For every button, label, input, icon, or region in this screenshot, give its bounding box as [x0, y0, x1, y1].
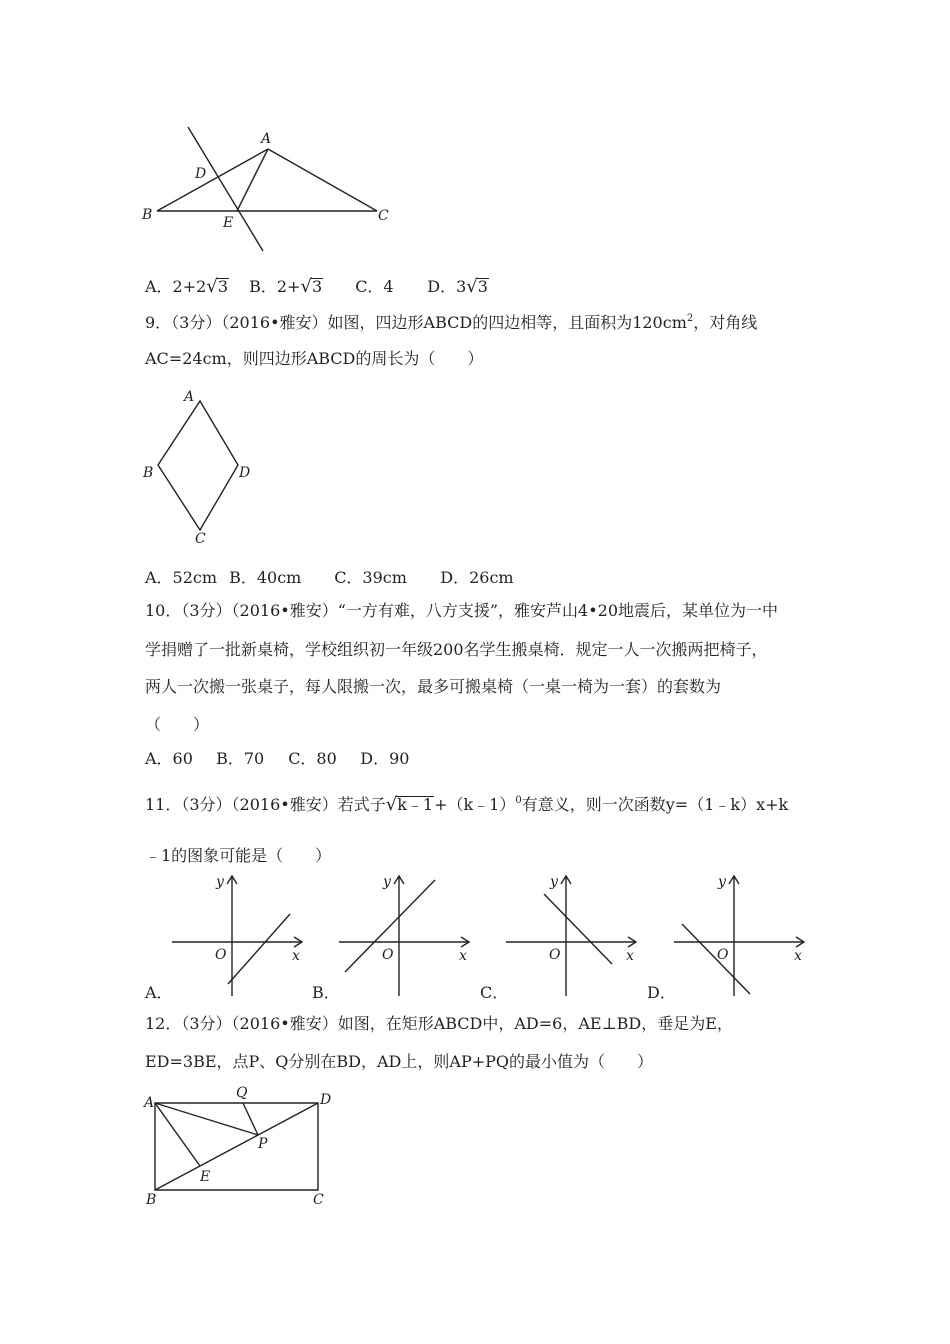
graph-option-a[interactable] [168, 872, 308, 1000]
axis-x-label: x [626, 948, 634, 964]
graph-option-c[interactable] [502, 872, 642, 1000]
axis-x-label: x [292, 948, 300, 964]
q11-option-b[interactable]: B． [312, 983, 340, 1002]
label-e: E [223, 215, 234, 231]
label-d: D [239, 465, 251, 481]
axis-y-label: y [718, 874, 726, 890]
origin-label: O [382, 947, 394, 963]
axis-y-label: y [550, 874, 558, 890]
q11-option-a[interactable]: A． [145, 983, 173, 1002]
label-c: C [313, 1192, 324, 1208]
origin-label: O [215, 947, 227, 963]
q11-stem-line2: ﹣1的图象可能是（ ） [145, 846, 332, 865]
rhombus-figure-q9 [140, 385, 260, 550]
label-e: E [200, 1169, 211, 1185]
radical-icon: √ [385, 794, 398, 815]
label-c: C [195, 531, 206, 547]
rectangle-figure-q12 [140, 1080, 340, 1210]
q10-option-c[interactable]: C．80 [288, 749, 337, 768]
label-b: B [143, 465, 154, 481]
q12-stem-line2: ED=3BE，点P、Q分别在BD，AD上，则AP+PQ的最小值为（ ） [145, 1052, 653, 1071]
label-p: P [258, 1136, 268, 1152]
q9-stem-line2: AC=24cm，则四边形ABCD的周长为（ ） [145, 349, 484, 368]
q9-option-d[interactable]: D．26cm [440, 568, 514, 587]
q10-stem-line4: （ ） [145, 715, 210, 734]
q9-option-c[interactable]: C．39cm [334, 568, 407, 587]
q10-stem-line2: 学捐赠了一批新桌椅，学校组织初一年级200名学生搬桌椅．规定一人一次搬两把椅子， [145, 640, 768, 659]
q8-option-d[interactable]: D．3√3 [427, 276, 488, 297]
label-b: B [146, 1192, 157, 1208]
label-a: A [144, 1095, 155, 1111]
q9-option-b[interactable]: B．40cm [229, 568, 302, 587]
q10-options [145, 749, 409, 769]
axis-x-label: x [459, 948, 467, 964]
graph-option-b[interactable] [335, 872, 475, 1000]
label-a: A [184, 389, 195, 405]
label-q: Q [236, 1085, 248, 1101]
label-b: B [142, 207, 153, 223]
radical-icon: √ [466, 276, 478, 297]
label-c: C [378, 208, 389, 224]
q10-option-a[interactable]: A．60 [145, 749, 193, 768]
q9-options [145, 568, 514, 588]
label-d: D [195, 166, 207, 182]
q11-option-d[interactable]: D． [647, 983, 676, 1002]
label-a: A [261, 131, 272, 147]
q12-stem-line1: 12．（3分）（2016•雅安）如图，在矩形ABCD中，AD=6，AE⊥BD，垂足为E， [145, 1014, 733, 1033]
q10-stem-line3: 两人一次搬一张桌子，每人限搬一次，最多可搬桌椅（一桌一椅为一套）的套数为 [145, 677, 722, 696]
q10-stem-line1: 10．（3分）（2016•雅安）“一方有难，八方支援”，雅安芦山4•20地震后，某单位为一中 [145, 601, 779, 620]
q11-option-c[interactable]: C． [480, 983, 509, 1002]
label-d: D [320, 1092, 332, 1108]
q10-option-d[interactable]: D．90 [360, 749, 410, 768]
q8-options [145, 277, 489, 297]
q8-option-a[interactable]: A．2+2√3 [145, 276, 228, 297]
origin-label: O [549, 947, 561, 963]
axis-x-label: x [794, 948, 802, 964]
triangle-figure-q8 [135, 120, 405, 260]
radical-icon: √ [206, 276, 218, 297]
q8-option-c[interactable]: C．4 [355, 277, 394, 296]
q9-stem-line1: 9．（3分）（2016•雅安）如图，四边形ABCD的四边相等，且面积为$120cm^2$，对角线 [145, 313, 758, 332]
axis-y-label: y [383, 874, 391, 890]
q8-option-b[interactable]: B．2+√3 [249, 276, 323, 297]
q10-option-b[interactable]: B．70 [216, 749, 265, 768]
origin-label: O [717, 947, 729, 963]
graph-option-d[interactable] [670, 872, 810, 1000]
axis-y-label: y [216, 874, 224, 890]
q11-stem-line1: 11．（3分）（2016•雅安）若式子√k﹣1+（k﹣1）$^0$有意义，则一次函数y=（1﹣k）x+k [145, 794, 789, 815]
radical-icon: √ [300, 276, 312, 297]
q9-option-a[interactable]: A．52cm [145, 568, 218, 587]
